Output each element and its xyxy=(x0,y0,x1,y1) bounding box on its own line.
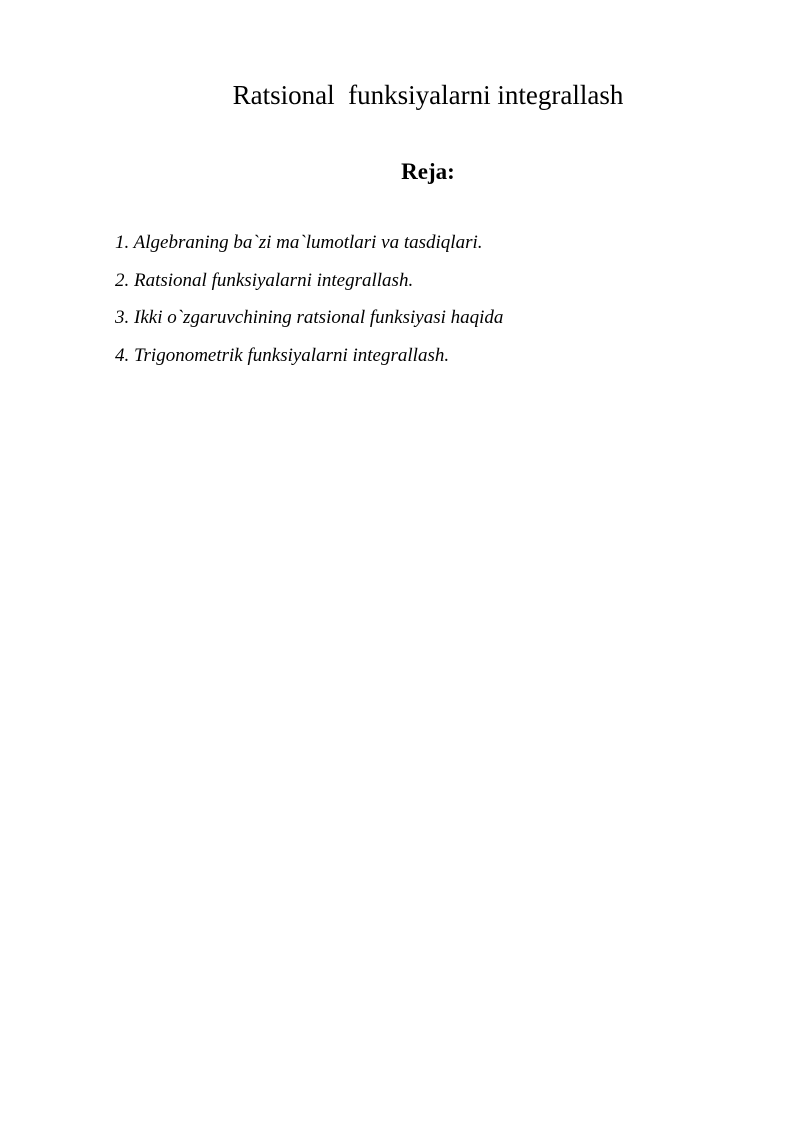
plan-item-2: 2. Ratsional funksiyalarni integrallash. xyxy=(115,269,414,291)
plan-item-3: 3. Ikki o`zgaruvchining ratsional funksiyasi haqida xyxy=(115,307,504,328)
plan-item-1: 1. Algebraning ba`zi ma`lumotlari va tasdiqlari. xyxy=(115,232,483,253)
plan-heading: Reja: xyxy=(401,159,455,184)
plan-list xyxy=(115,230,755,380)
plan-item-4: 4. Trigonometrik funksiyalarni integrallash. xyxy=(115,344,450,366)
document-title: Ratsional funksiyalarni integrallash xyxy=(232,80,624,110)
